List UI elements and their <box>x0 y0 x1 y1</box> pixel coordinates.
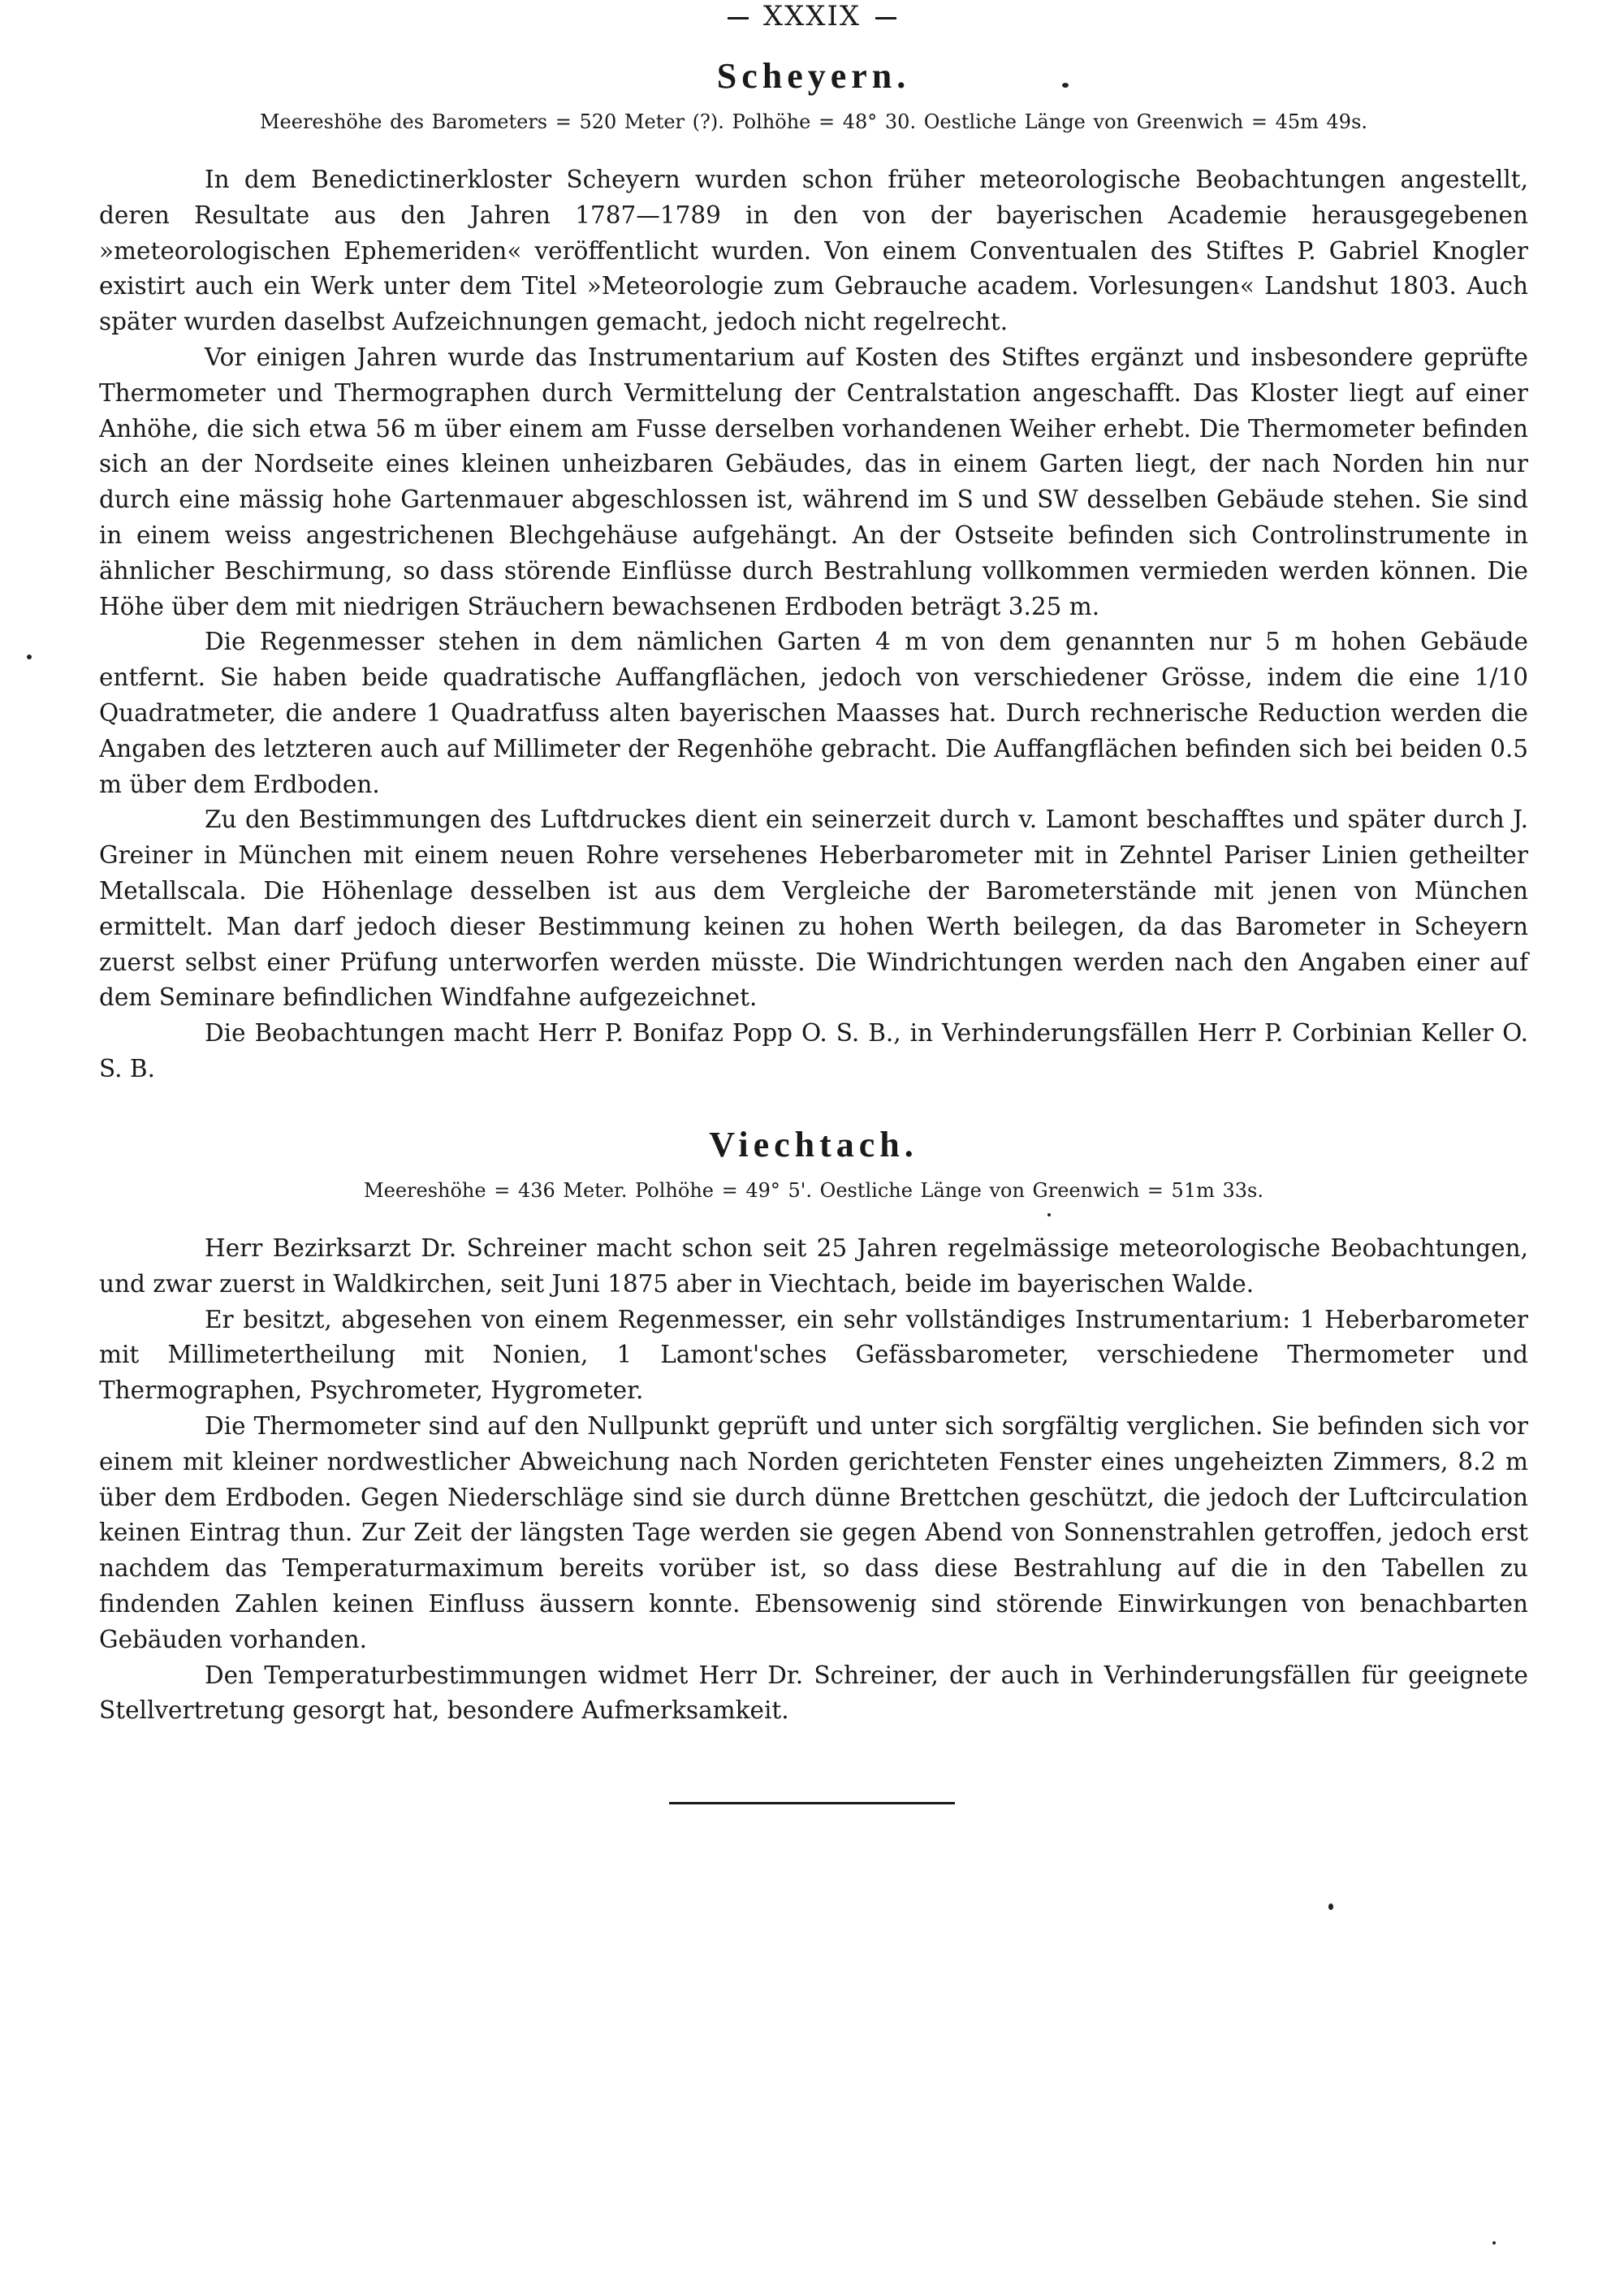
paragraph: In dem Benedictinerkloster Scheyern wurden schon früher meteorologische Beobachtungen angestellt, deren Resultate aus den Jahren 1787—1789 in den von der bayerischen Academie herausgegebenen »meteorologischen Ephemeriden« veröffentlicht wurden. Von einem Conventualen des Stiftes P. Gabriel Knogler existirt auch ein Werk unter dem Titel »Meteorologie zum Gebrauche academ. Vorlesungen« Landshut 1803. Auch später wurden daselbst Aufzeichnungen gemacht, jedoch nicht regelrecht. <box>99 166 1528 336</box>
page-number-dash-left <box>728 17 749 19</box>
paragraph: Herr Bezirksarzt Dr. Schreiner macht schon seit 25 Jahren regelmässige meteorologische Beobachtungen, und zwar zuerst in Waldkirchen, seit Juni 1875 aber in Viechtach, beide im bayerischen Walde. <box>99 1234 1528 1298</box>
scan-speck <box>1492 2241 1496 2245</box>
section-title: Scheyern. <box>716 56 911 96</box>
scan-speck <box>1328 1903 1333 1910</box>
page-number <box>0 0 1624 32</box>
scan-speck <box>27 655 32 659</box>
paragraph: Den Temperaturbestimmungen widmet Herr Dr. Schreiner, der auch in Verhinderungsfällen für geeignete Stellvertretung gesorgt hat, besondere Aufmerksamkeit. <box>99 1661 1528 1725</box>
paragraph: Zu den Bestimmungen des Luftdruckes dient ein seinerzeit durch v. Lamont beschafftes und später durch J. Greiner in München mit einem neuen Rohre versehenes Heberbarometer mit in Zehntel Pariser Linien getheilter Metallscala. Die Höhenlage desselben ist aus dem Vergleiche der Barometerstände mit jenen von München ermittelt. Man darf jedoch dieser Bestimmung keinen zu hohen Werth beilegen, da das Barometer in Scheyern zuerst selbst einer Prüfung unterworfen werden müsste. Die Windrichtungen werden nach den Angaben einer auf dem Seminare befindlichen Windfahne aufgezeichnet. <box>99 806 1528 1012</box>
section-viechtach <box>99 1124 1528 1729</box>
station-metadata: Meereshöhe des Barometers = 520 Meter (?). Polhöhe = 48° 30. Oestliche Länge von Greenwich = 45m 49s. <box>259 110 1368 133</box>
paragraph: Er besitzt, abgesehen von einem Regenmesser, ein sehr vollständiges Instrumentarium: 1 Heberbarometer mit Millimetertheilung mit Nonien, 1 Lamont'sches Gefässbarometer, verschiedene Thermometer und Thermographen, Psychrometer, Hygrometer. <box>99 1305 1528 1405</box>
section-title: Viechtach. <box>709 1125 918 1164</box>
paragraph: Vor einigen Jahren wurde das Instrumentarium auf Kosten des Stiftes ergänzt und insbesondere geprüfte Thermometer und Thermographen durch Vermittelung der Centralstation angeschafft. Das Kloster liegt auf einer Anhöhe, die sich etwa 56 m über einem am Fusse derselben vorhandenen Weiher erhebt. Die Thermometer befinden sich an der Nordseite eines kleinen unheizbaren Gebäudes, das in einem Garten liegt, der nach Norden hin nur durch eine mässig hohe Gartenmauer abgeschlossen ist, während im S und SW desselben Gebäude stehen. Sie sind in einem weiss angestrichenen Blechgehäuse aufgehängt. An der Ostseite befinden sich Controlinstrumente in ähnlicher Beschirmung, so dass störende Einflüsse durch Bestrahlung vollkommen vermieden werden können. Die Höhe über dem mit niedrigen Sträuchern bewachsenen Erdboden beträgt 3.25 m. <box>99 343 1528 620</box>
scan-speck <box>1062 83 1069 88</box>
paragraph: Die Thermometer sind auf den Nullpunkt geprüft und unter sich sorgfältig verglichen. Sie befinden sich vor einem mit kleiner nordwestlicher Abweichung nach Norden gerichteten Fenster eines ungeheizten Zimmers, 8.2 m über dem Erdboden. Gegen Niederschläge sind sie durch dünne Brettchen geschützt, die jedoch der Luftcirculation keinen Eintrag thun. Zur Zeit der längsten Tage werden sie gegen Abend von Sonnenstrahlen getroffen, jedoch erst nachdem das Temperaturmaximum bereits vorüber ist, so dass diese Bestrahlung auf die in den Tabellen zu findenden Zahlen keinen Einfluss äussern konnte. Ebensowenig sind störende Einwirkungen von benachbarten Gebäuden vorhanden. <box>99 1411 1528 1653</box>
paragraph: Die Regenmesser stehen in dem nämlichen Garten 4 m von dem genannten nur 5 m hohen Gebäude entfernt. Sie haben beide quadratische Auffangflächen, jedoch von verschiedener Grösse, indem die eine 1/10 Quadratmeter, die andere 1 Quadratfuss alten bayerischen Maasses hat. Durch rechnerische Reduction werden die Angaben des letzteren auch auf Millimeter der Regenhöhe gebracht. Die Auffangflächen befinden sich bei beiden 0.5 m über dem Erdboden. <box>99 628 1528 798</box>
section-scheyern <box>99 55 1528 1087</box>
section-body <box>99 1231 1528 1729</box>
station-metadata: Meereshöhe = 436 Meter. Polhöhe = 49° 5'. Oestliche Länge von Greenwich = 51m 33s. <box>364 1179 1263 1202</box>
section-body <box>99 162 1528 1087</box>
page-number-text: XXXIX <box>762 0 862 32</box>
paragraph: Die Beobachtungen macht Herr P. Bonifaz Popp O. S. B., in Verhinderungsfällen Herr P. Corbinian Keller O. S. B. <box>99 1019 1528 1082</box>
scan-speck <box>1047 1213 1051 1216</box>
page-number-dash-right <box>875 17 896 19</box>
end-rule <box>669 1802 955 1804</box>
